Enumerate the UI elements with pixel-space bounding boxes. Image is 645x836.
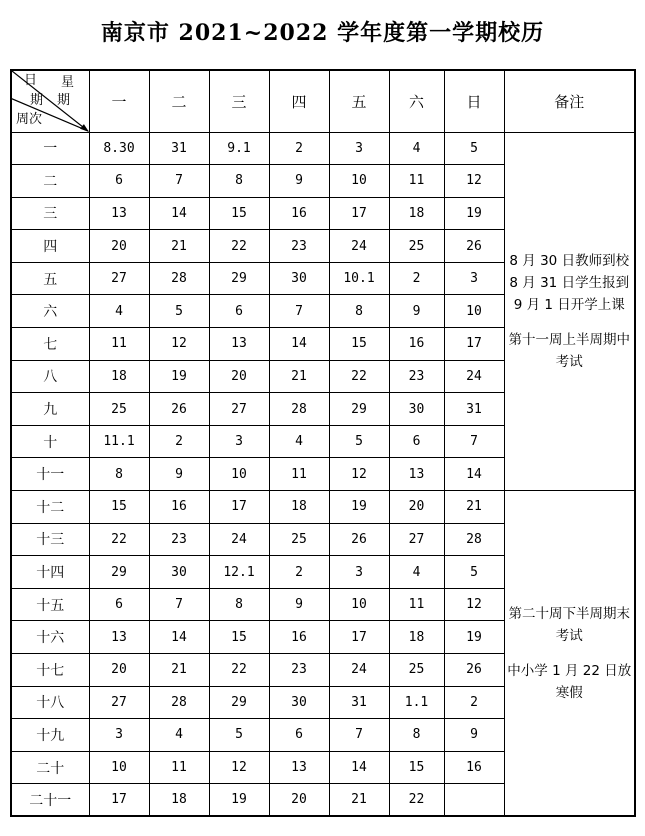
week-label: 一 xyxy=(11,132,89,165)
day-cell: 17 xyxy=(329,621,389,654)
page-title: 南京市 2021~2022 学年度第一学期校历 xyxy=(100,20,545,46)
day-cell: 3 xyxy=(329,556,389,589)
day-cell: 15 xyxy=(329,328,389,361)
day-cell: 11.1 xyxy=(89,425,149,458)
day-cell: 13 xyxy=(389,458,444,491)
day-cell: 16 xyxy=(269,621,329,654)
remark-line: 8 月 31 日学生报到 xyxy=(509,274,630,291)
day-cell: 6 xyxy=(89,165,149,198)
remark-line: 第二十周下半周期末考试 xyxy=(508,605,630,644)
day-cell: 21 xyxy=(269,360,329,393)
day-cell-empty xyxy=(444,784,504,817)
day-cell: 6 xyxy=(389,425,444,458)
day-cell: 14 xyxy=(269,328,329,361)
day-cell: 22 xyxy=(209,654,269,687)
week-label: 六 xyxy=(11,295,89,328)
day-cell: 22 xyxy=(389,784,444,817)
week-label: 八 xyxy=(11,360,89,393)
day-cell: 26 xyxy=(149,393,209,426)
day-header-fri: 五 xyxy=(329,70,389,132)
day-cell: 28 xyxy=(149,686,209,719)
day-cell: 27 xyxy=(89,686,149,719)
day-cell: 13 xyxy=(89,197,149,230)
day-cell: 28 xyxy=(444,523,504,556)
day-cell: 13 xyxy=(89,621,149,654)
day-cell: 3 xyxy=(444,262,504,295)
day-cell: 2 xyxy=(269,132,329,165)
day-cell: 21 xyxy=(149,654,209,687)
day-cell: 4 xyxy=(269,425,329,458)
week-label: 七 xyxy=(11,328,89,361)
remark-line: 第十一周上半周期中考试 xyxy=(508,331,630,370)
day-cell: 21 xyxy=(329,784,389,817)
corner-week-label: 周次 xyxy=(16,112,43,127)
week-label: 二 xyxy=(11,165,89,198)
day-cell: 11 xyxy=(389,588,444,621)
day-cell: 9 xyxy=(444,719,504,752)
day-cell: 6 xyxy=(209,295,269,328)
corner-weekday-char-2: 期 xyxy=(57,93,71,108)
day-header-thu: 四 xyxy=(269,70,329,132)
day-cell: 15 xyxy=(209,197,269,230)
day-cell: 15 xyxy=(89,491,149,524)
day-cell: 30 xyxy=(269,262,329,295)
day-cell: 5 xyxy=(149,295,209,328)
week-label: 十三 xyxy=(11,523,89,556)
day-cell: 2 xyxy=(269,556,329,589)
day-cell: 4 xyxy=(89,295,149,328)
day-cell: 28 xyxy=(269,393,329,426)
day-cell: 8.30 xyxy=(89,132,149,165)
day-cell: 26 xyxy=(444,230,504,263)
day-cell: 16 xyxy=(149,491,209,524)
day-cell: 20 xyxy=(389,491,444,524)
day-cell: 27 xyxy=(209,393,269,426)
day-cell: 26 xyxy=(444,654,504,687)
day-cell: 10 xyxy=(209,458,269,491)
day-cell: 8 xyxy=(209,588,269,621)
day-cell: 7 xyxy=(149,588,209,621)
day-cell: 28 xyxy=(149,262,209,295)
day-header-mon: 一 xyxy=(89,70,149,132)
remark-line: 中小学 1 月 22 日放寒假 xyxy=(507,662,632,701)
header-row xyxy=(11,70,635,132)
corner-diagonal xyxy=(12,71,89,132)
day-header-wed: 三 xyxy=(209,70,269,132)
day-cell: 5 xyxy=(329,425,389,458)
day-cell: 27 xyxy=(389,523,444,556)
day-cell: 14 xyxy=(149,621,209,654)
day-cell: 4 xyxy=(149,719,209,752)
remarks-header: 备注 xyxy=(504,70,635,132)
week-label: 十五 xyxy=(11,588,89,621)
day-cell: 29 xyxy=(209,686,269,719)
corner-date-char-2: 期 xyxy=(30,93,44,108)
day-cell: 2 xyxy=(444,686,504,719)
day-cell: 27 xyxy=(89,262,149,295)
day-cell: 13 xyxy=(209,328,269,361)
day-cell: 12 xyxy=(149,328,209,361)
week-label: 五 xyxy=(11,262,89,295)
remark-line: 8 月 30 日教师到校 xyxy=(509,252,630,269)
day-cell: 15 xyxy=(209,621,269,654)
day-cell: 6 xyxy=(269,719,329,752)
day-cell: 24 xyxy=(209,523,269,556)
day-cell: 23 xyxy=(389,360,444,393)
day-cell: 10 xyxy=(329,588,389,621)
day-cell: 19 xyxy=(329,491,389,524)
day-cell: 11 xyxy=(389,165,444,198)
week-label: 四 xyxy=(11,230,89,263)
day-cell: 24 xyxy=(329,230,389,263)
day-cell: 16 xyxy=(444,751,504,784)
day-cell: 7 xyxy=(149,165,209,198)
day-cell: 24 xyxy=(444,360,504,393)
day-cell: 18 xyxy=(389,197,444,230)
day-cell: 24 xyxy=(329,654,389,687)
day-cell: 12 xyxy=(444,588,504,621)
day-cell: 19 xyxy=(444,197,504,230)
day-cell: 13 xyxy=(269,751,329,784)
week-label: 二十 xyxy=(11,751,89,784)
day-cell: 25 xyxy=(269,523,329,556)
day-cell: 29 xyxy=(209,262,269,295)
day-cell: 22 xyxy=(329,360,389,393)
remarks-cell-first-half xyxy=(504,132,635,491)
day-header-sun: 日 xyxy=(444,70,504,132)
day-cell: 15 xyxy=(389,751,444,784)
day-cell: 6 xyxy=(89,588,149,621)
day-cell: 14 xyxy=(329,751,389,784)
day-cell: 12 xyxy=(209,751,269,784)
corner-date-char-1: 日 xyxy=(24,73,38,88)
day-cell: 22 xyxy=(209,230,269,263)
day-cell: 17 xyxy=(329,197,389,230)
corner-cell xyxy=(11,70,89,132)
day-cell: 9 xyxy=(149,458,209,491)
day-cell: 20 xyxy=(89,230,149,263)
day-cell: 12 xyxy=(329,458,389,491)
day-cell: 18 xyxy=(149,784,209,817)
day-cell: 11 xyxy=(149,751,209,784)
week-label: 十四 xyxy=(11,556,89,589)
day-cell: 11 xyxy=(269,458,329,491)
week-label: 三 xyxy=(11,197,89,230)
day-cell: 5 xyxy=(444,132,504,165)
day-cell: 18 xyxy=(269,491,329,524)
week-label: 十七 xyxy=(11,654,89,687)
day-cell: 20 xyxy=(209,360,269,393)
day-cell: 10 xyxy=(89,751,149,784)
table-row-week-1 xyxy=(11,132,635,165)
day-cell: 2 xyxy=(149,425,209,458)
day-cell: 14 xyxy=(444,458,504,491)
day-cell: 30 xyxy=(389,393,444,426)
day-cell: 19 xyxy=(149,360,209,393)
day-cell: 19 xyxy=(444,621,504,654)
week-label: 十二 xyxy=(11,491,89,524)
day-cell: 23 xyxy=(149,523,209,556)
day-cell: 30 xyxy=(149,556,209,589)
day-cell: 4 xyxy=(389,132,444,165)
week-label: 十六 xyxy=(11,621,89,654)
day-cell: 10 xyxy=(329,165,389,198)
day-cell: 20 xyxy=(89,654,149,687)
week-label: 十八 xyxy=(11,686,89,719)
day-cell: 29 xyxy=(89,556,149,589)
day-cell: 31 xyxy=(329,686,389,719)
day-cell: 9.1 xyxy=(209,132,269,165)
day-cell: 10 xyxy=(444,295,504,328)
day-cell: 23 xyxy=(269,230,329,263)
day-cell: 16 xyxy=(269,197,329,230)
day-cell: 14 xyxy=(149,197,209,230)
day-cell: 21 xyxy=(149,230,209,263)
day-cell: 8 xyxy=(389,719,444,752)
day-cell: 22 xyxy=(89,523,149,556)
day-cell: 30 xyxy=(269,686,329,719)
day-cell: 3 xyxy=(329,132,389,165)
day-cell: 12 xyxy=(444,165,504,198)
calendar-table xyxy=(10,69,636,817)
day-cell: 18 xyxy=(89,360,149,393)
day-cell: 23 xyxy=(269,654,329,687)
day-cell: 21 xyxy=(444,491,504,524)
day-cell: 25 xyxy=(389,654,444,687)
table-row-week-12 xyxy=(11,491,635,524)
day-cell: 3 xyxy=(209,425,269,458)
day-cell: 29 xyxy=(329,393,389,426)
day-cell: 8 xyxy=(209,165,269,198)
day-cell: 3 xyxy=(89,719,149,752)
day-cell: 20 xyxy=(269,784,329,817)
day-cell: 5 xyxy=(209,719,269,752)
day-cell: 25 xyxy=(389,230,444,263)
remark-line: 9 月 1 日开学上课 xyxy=(513,296,625,313)
corner-weekday-char-1: 星 xyxy=(61,75,75,90)
day-cell: 9 xyxy=(269,588,329,621)
day-cell: 31 xyxy=(149,132,209,165)
day-cell: 5 xyxy=(444,556,504,589)
day-cell: 8 xyxy=(89,458,149,491)
week-label: 九 xyxy=(11,393,89,426)
day-cell: 2 xyxy=(389,262,444,295)
day-cell: 10.1 xyxy=(329,262,389,295)
day-cell: 25 xyxy=(89,393,149,426)
day-cell: 12.1 xyxy=(209,556,269,589)
day-cell: 8 xyxy=(329,295,389,328)
day-cell: 18 xyxy=(389,621,444,654)
day-cell: 11 xyxy=(89,328,149,361)
day-cell: 19 xyxy=(209,784,269,817)
day-cell: 26 xyxy=(329,523,389,556)
day-cell: 9 xyxy=(389,295,444,328)
day-cell: 7 xyxy=(269,295,329,328)
week-label: 二十一 xyxy=(11,784,89,817)
day-cell: 7 xyxy=(329,719,389,752)
day-cell: 7 xyxy=(444,425,504,458)
day-cell: 17 xyxy=(444,328,504,361)
week-label: 十九 xyxy=(11,719,89,752)
day-header-sat: 六 xyxy=(389,70,444,132)
week-label: 十一 xyxy=(11,458,89,491)
day-cell: 16 xyxy=(389,328,444,361)
week-label: 十 xyxy=(11,425,89,458)
day-cell: 9 xyxy=(269,165,329,198)
day-cell: 1.1 xyxy=(389,686,444,719)
day-cell: 17 xyxy=(89,784,149,817)
day-header-tue: 二 xyxy=(149,70,209,132)
day-cell: 17 xyxy=(209,491,269,524)
remarks-cell-second-half xyxy=(504,491,635,817)
day-cell: 4 xyxy=(389,556,444,589)
day-cell: 31 xyxy=(444,393,504,426)
